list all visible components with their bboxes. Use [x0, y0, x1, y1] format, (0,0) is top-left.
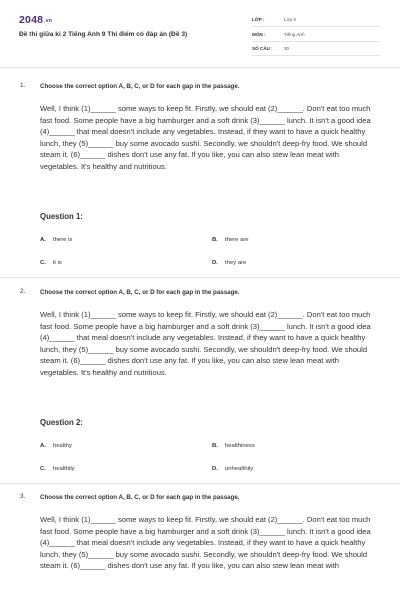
- option-a[interactable]: [40, 443, 72, 449]
- option-text: it is: [53, 260, 62, 266]
- page-title: Đề thi giữa kì 2 Tiếng Anh 9 Thí điểm có đáp án (Đề 3): [19, 31, 188, 38]
- page-header: [0, 0, 400, 62]
- meta-count-key: SỐ CÂU :: [252, 46, 273, 51]
- meta-count-row: [252, 43, 380, 56]
- reading-passage: Well, I think (1)______ some ways to keep fit. Firstly, we should eat (2)______. Don't eat too much fast food. Some people have a big hamburger and a soft drink (3)______ lunch. It isn't a good idea (4)______ that meal doesn't include any vegetables. Instead, if they want to have a quick healthy lunch, they (5)______ buy some avocado sushi. Secondly, we shouldn't deep-fry food. We should steam it. (6)______ dishes don't use any fat. If you like, you can also stew lean meat with: [40, 515, 371, 570]
- meta-count-value: 30: [284, 46, 290, 51]
- meta-class-key: LỚP :: [252, 17, 265, 22]
- question-label: Question 1:: [40, 212, 83, 221]
- option-letter: A.: [40, 237, 46, 243]
- option-letter: B.: [212, 237, 218, 243]
- option-text: healthiness: [225, 443, 255, 449]
- option-text: healthy: [53, 443, 72, 449]
- meta-subject-key: MÔN :: [252, 32, 266, 37]
- option-letter: B.: [212, 443, 218, 449]
- option-text: unhealthily: [225, 466, 254, 472]
- option-letter: C.: [40, 260, 46, 266]
- question-number: 1.: [20, 82, 26, 89]
- option-d[interactable]: [212, 260, 246, 266]
- question-divider: [0, 277, 400, 278]
- option-b[interactable]: [212, 237, 249, 243]
- option-c[interactable]: [40, 260, 62, 266]
- option-text: there are: [225, 237, 249, 243]
- logo-suffix: .vn: [44, 18, 52, 24]
- option-d[interactable]: [212, 466, 253, 472]
- reading-passage: Well, I think (1)______ some ways to keep fit. Firstly, we should eat (2)______. Don't eat too much fast food. Some people have a big hamburger and a soft drink (3)______ lunch. It isn't a good idea (4)______ that meal doesn't include any vegetables. Instead, if they want to have a quick healthy lunch, they (5)______ buy some avocado sushi. Secondly, we shouldn't deep-fry food. We should steam it. (6)______ dishes don't use any fat. If you like, you can also stew lean meat with vegetables. It's healthy and nutritious.: [40, 104, 371, 171]
- option-a[interactable]: [40, 237, 72, 243]
- question-instruction: Choose the correct option A, B, C, or D for each gap in the passage.: [40, 83, 240, 90]
- question-label: Question 2:: [40, 418, 83, 427]
- option-text: they are: [225, 260, 247, 266]
- logo-text: 2048: [19, 14, 44, 26]
- question-number: 3.: [20, 493, 26, 500]
- option-letter: D.: [212, 260, 218, 266]
- question-divider: [0, 483, 400, 484]
- option-text: healthily: [53, 466, 75, 472]
- question-number: 2.: [20, 288, 26, 295]
- question-instruction: Choose the correct option A, B, C, or D for each gap in the passage.: [40, 494, 240, 501]
- option-letter: D.: [212, 466, 218, 472]
- option-letter: A.: [40, 443, 46, 449]
- site-logo[interactable]: [19, 14, 52, 26]
- option-b[interactable]: [212, 443, 255, 449]
- header-divider: [0, 67, 400, 68]
- question-instruction: Choose the correct option A, B, C, or D for each gap in the passage.: [40, 289, 240, 296]
- meta-subject-value: Tiếng Anh: [284, 32, 305, 37]
- meta-subject-row: [252, 29, 380, 42]
- meta-class-value: Lớp 9: [284, 17, 296, 22]
- reading-passage: Well, I think (1)______ some ways to keep fit. Firstly, we should eat (2)______. Don't eat too much fast food. Some people have a big hamburger and a soft drink (3)______ lunch. It isn't a good idea (4)______ that meal doesn't include any vegetables. Instead, if they want to have a quick healthy lunch, they (5)______ buy some avocado sushi. Secondly, we shouldn't deep-fry food. We should steam it. (6)______ dishes don't use any fat. If you like, you can also stew lean meat with vegetables. It's healthy and nutritious.: [40, 310, 371, 377]
- meta-class-row: [252, 14, 380, 27]
- option-letter: C.: [40, 466, 46, 472]
- option-text: there is: [53, 237, 73, 243]
- option-c[interactable]: [40, 466, 75, 472]
